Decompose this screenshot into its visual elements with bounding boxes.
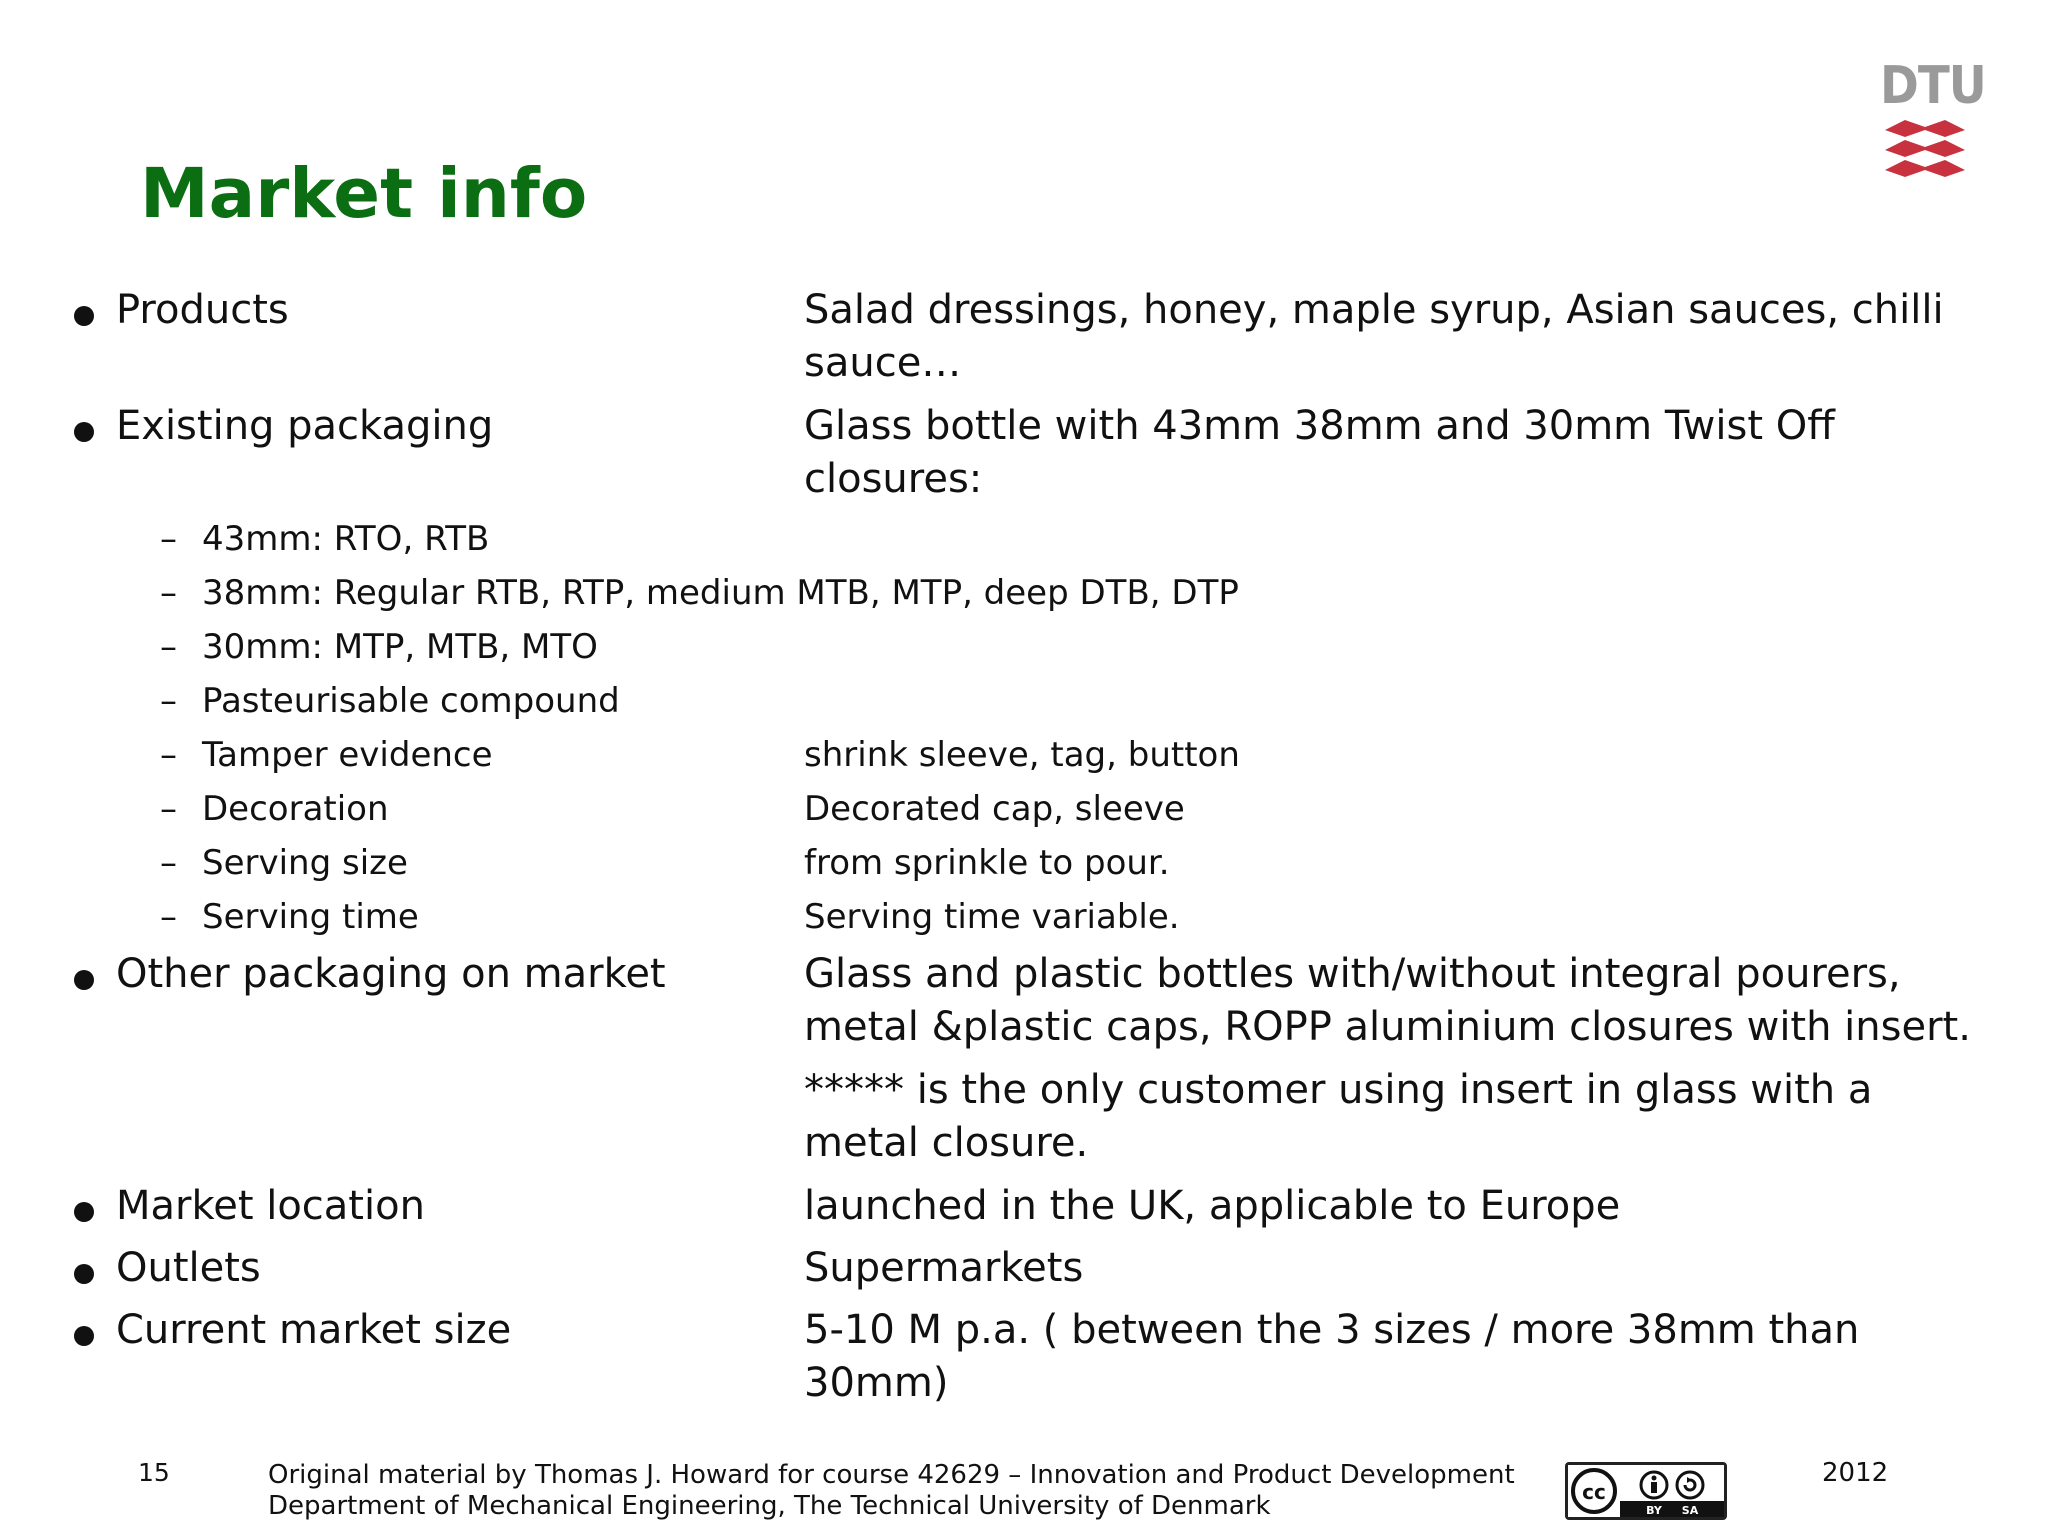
item-value: Salad dressings, honey, maple syrup, Asian sauces, chilli sauce… (804, 287, 1944, 386)
bullet-icon (74, 970, 94, 990)
sub-item-value: Decorated cap, sleeve (804, 789, 1185, 829)
dtu-logo-text: DTU (1880, 56, 1986, 116)
footer (0, 1452, 2048, 1536)
sub-item-value: shrink sleeve, tag, button (804, 735, 1240, 775)
dtu-logo-icon (1883, 118, 1967, 182)
cc-by-sa-icon (1565, 1462, 1727, 1520)
dash-icon: – (160, 735, 177, 775)
dash-icon: – (160, 627, 177, 667)
cc-text: cc (1582, 1480, 1606, 1504)
item-value-note: ***** is the only customer using insert in glass with a metal closure. (804, 1067, 1873, 1166)
footer-credit-line1: Original material by Thomas J. Howard for course 42629 – Innovation and Product Development (268, 1460, 1515, 1490)
footer-credit (268, 1460, 1515, 1522)
bullet-icon (74, 1326, 94, 1346)
item-value: Glass and plastic bottles with/without integral pourers, metal &plastic caps, ROPP aluminium closures with insert. (804, 951, 1971, 1050)
by-text: BY (1646, 1504, 1662, 1517)
sub-item-label: Serving size (202, 843, 408, 883)
bullet-icon (74, 306, 94, 326)
sub-item-label: 38mm: Regular RTB, RTP, medium MTB, MTP, deep DTB, DTP (202, 573, 1239, 613)
bullet-icon (74, 1264, 94, 1284)
sub-item-label: Tamper evidence (202, 735, 493, 775)
sa-text: SA (1681, 1504, 1699, 1517)
sub-item-label: Decoration (202, 789, 389, 829)
dash-icon: – (160, 789, 177, 829)
footer-credit-line2: Department of Mechanical Engineering, The Technical University of Denmark (268, 1491, 1271, 1521)
sub-item-label: Pasteurisable compound (202, 681, 620, 721)
footer-year: 2012 (1822, 1458, 1889, 1488)
dash-icon: – (160, 843, 177, 883)
dash-icon: – (160, 681, 177, 721)
dash-icon: – (160, 519, 177, 559)
page-title: Market info (140, 154, 588, 234)
dash-icon: – (160, 897, 177, 937)
sub-item-label: 43mm: RTO, RTB (202, 519, 490, 559)
bullet-icon (74, 1202, 94, 1222)
item-value: 5-10 M p.a. ( between the 3 sizes / more 38mm than 30mm) (804, 1307, 1860, 1406)
item-value: Supermarkets (804, 1245, 1084, 1291)
item-value: launched in the UK, applicable to Europe (804, 1183, 1621, 1229)
item-label: Other packaging on market (116, 951, 666, 997)
sub-item-value: Serving time variable. (804, 897, 1180, 937)
item-label: Market location (116, 1183, 425, 1229)
bullet-icon (74, 422, 94, 442)
page-number: 15 (138, 1458, 170, 1487)
dash-icon: – (160, 573, 177, 613)
dtu-logo (1880, 56, 1986, 190)
item-label: Outlets (116, 1245, 261, 1291)
item-label: Existing packaging (116, 403, 494, 449)
item-value: Glass bottle with 43mm 38mm and 30mm Twist Off closures: (804, 403, 1835, 502)
sub-item-label: 30mm: MTP, MTB, MTO (202, 627, 598, 667)
sub-item-label: Serving time (202, 897, 419, 937)
item-label: Current market size (116, 1307, 512, 1353)
sub-item-value: from sprinkle to pour. (804, 843, 1170, 883)
item-label: Products (116, 287, 289, 333)
